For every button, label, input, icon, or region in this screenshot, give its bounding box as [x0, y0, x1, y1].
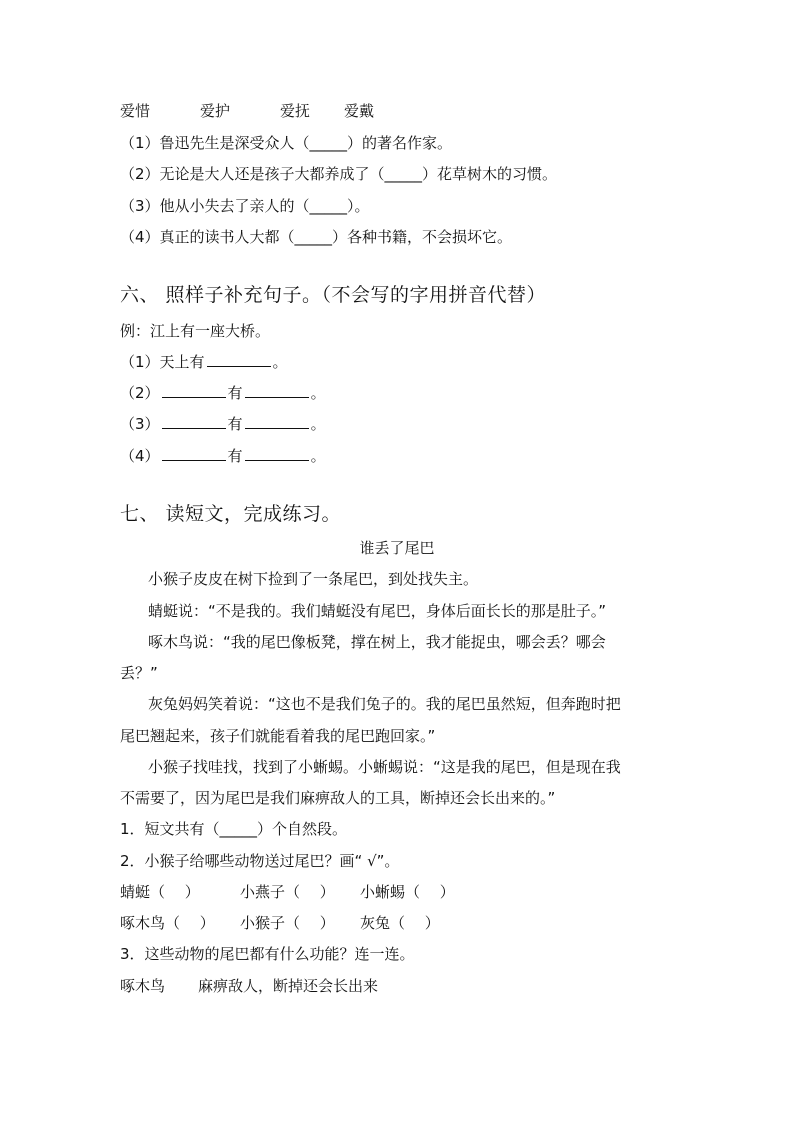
sentence-item	[120, 446, 326, 466]
sentence-middle: 有	[227, 384, 243, 402]
sentence-prefix: （1）天上有	[120, 353, 205, 371]
story-paragraph: 啄木鸟说：“我的尾巴像板凳，撑在树上，我才能捉虫，哪会丢？哪会	[148, 633, 606, 651]
word-bank-item: 爱抚	[280, 102, 311, 120]
word-bank	[120, 101, 374, 121]
check-option[interactable]: 啄木鸟（ ）	[120, 914, 215, 932]
sentence-item	[120, 414, 326, 434]
story-paragraph: 蜻蜓说：“不是我的。我们蜻蜓没有尾巴，身体后面长长的那是肚子。”	[148, 602, 607, 620]
story-paragraph-cont: 不需要了，因为尾巴是我们麻痹敌人的工具，断掉还会长出来的。”	[120, 789, 556, 807]
sentence-prefix: （2）	[120, 384, 160, 402]
answer-blank[interactable]	[245, 446, 309, 461]
sentence-middle: 有	[227, 415, 243, 433]
sentence-prefix: （4）	[120, 447, 160, 465]
match-row	[120, 976, 378, 996]
fill-item: （3）他从小失去了亲人的（_____）。	[120, 197, 370, 215]
check-option[interactable]: 灰兔（ ）	[360, 914, 440, 932]
story-title: 谁丢了尾巴	[359, 539, 435, 557]
fill-item: （2）无论是大人还是孩子大都养成了（_____）花草树木的习惯。	[120, 165, 558, 183]
answer-blank[interactable]	[245, 414, 309, 429]
sentence-suffix: 。	[310, 415, 326, 433]
match-right[interactable]: 麻痹敌人，断掉还会长出来	[198, 977, 379, 995]
question-2: 2．小猴子给哪些动物送过尾巴？画“ √”。	[120, 852, 400, 870]
story-paragraph-cont: 尾巴翘起来，孩子们就能看着我的尾巴跑回家。”	[120, 727, 436, 745]
sentence-item	[120, 352, 288, 372]
check-option[interactable]: 蜻蜓（ ）	[120, 883, 200, 901]
checkbox-row	[120, 882, 455, 902]
story-paragraph: 小猴子皮皮在树下捡到了一条尾巴，到处找失主。	[148, 570, 479, 588]
sentence-prefix: （3）	[120, 415, 160, 433]
fill-item: （1）鲁迅先生是深受众人（_____）的著名作家。	[120, 134, 453, 152]
story-paragraph-cont: 丢？”	[120, 664, 158, 682]
answer-blank[interactable]	[162, 414, 226, 429]
answer-blank[interactable]	[162, 383, 226, 398]
example-sentence: 例：江上有一座大桥。	[120, 322, 271, 340]
check-option[interactable]: 小燕子（ ）	[240, 883, 335, 901]
story-paragraph: 小猴子找哇找，找到了小蜥蜴。小蜥蜴说：“这是我的尾巴，但是现在我	[148, 758, 621, 776]
fill-item: （4）真正的读书人大都（_____）各种书籍，不会损坏它。	[120, 228, 513, 246]
section-heading: 七、 读短文，完成练习。	[120, 503, 342, 525]
answer-blank[interactable]	[162, 446, 226, 461]
check-option[interactable]: 小猴子（ ）	[240, 914, 335, 932]
match-left[interactable]: 啄木鸟	[120, 977, 166, 995]
answer-blank[interactable]	[245, 383, 309, 398]
word-bank-item: 爱戴	[344, 102, 375, 120]
section-heading: 六、 照样子补充句子。（不会写的字用拼音代替）	[120, 284, 547, 306]
word-bank-item: 爱惜	[120, 102, 151, 120]
checkbox-row	[120, 913, 440, 933]
sentence-suffix: 。	[310, 447, 326, 465]
check-option[interactable]: 小蜥蜴（ ）	[360, 883, 455, 901]
sentence-suffix: 。	[272, 353, 288, 371]
sentence-suffix: 。	[310, 384, 326, 402]
sentence-item	[120, 383, 326, 403]
answer-blank[interactable]	[207, 352, 271, 367]
word-bank-item: 爱护	[200, 102, 231, 120]
sentence-middle: 有	[227, 447, 243, 465]
question-3: 3．这些动物的尾巴都有什么功能？连一连。	[120, 945, 415, 963]
question-1: 1．短文共有（_____）个自然段。	[120, 820, 348, 838]
story-paragraph: 灰兔妈妈笑着说：“这也不是我们兔子的。我的尾巴虽然短，但奔跑时把	[148, 695, 621, 713]
